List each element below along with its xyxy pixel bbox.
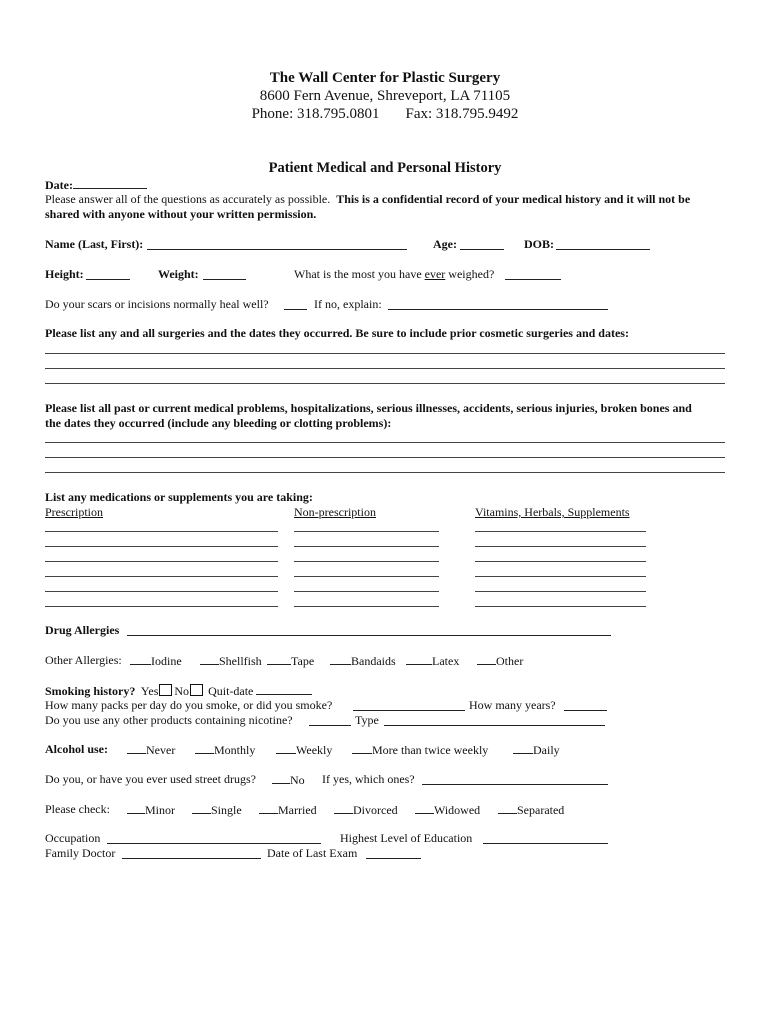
doctor-label: Family Doctor xyxy=(45,846,116,860)
years-field[interactable] xyxy=(564,699,607,711)
alcohol-more-label: More than twice weekly xyxy=(372,743,489,757)
allergy-tape-label: Tape xyxy=(291,654,315,668)
weight-field[interactable] xyxy=(203,268,246,280)
form-title: Patient Medical and Personal History xyxy=(268,160,502,176)
check-widowed-option[interactable] xyxy=(415,802,480,817)
clinic-phone: Phone: 318.795.0801 xyxy=(251,106,380,122)
check-married-label: Married xyxy=(278,803,317,817)
check-widowed-label: Widowed xyxy=(434,803,481,817)
quit-date-field[interactable] xyxy=(256,683,312,695)
age-label: Age: xyxy=(433,237,457,251)
packs-field[interactable] xyxy=(353,699,465,711)
check-single-option[interactable] xyxy=(192,802,242,817)
medical-line-3[interactable] xyxy=(45,472,725,473)
allergy-bandaids-label: Bandaids xyxy=(351,654,396,668)
prescription-line[interactable] xyxy=(45,591,278,592)
vitamins-line[interactable] xyxy=(475,546,646,547)
vitamins-line[interactable] xyxy=(475,561,646,562)
last-exam-field[interactable] xyxy=(366,847,421,859)
most-weighed-post: weighed? xyxy=(445,267,495,281)
nonprescription-line[interactable] xyxy=(294,606,439,607)
clinic-address: 8600 Fern Avenue, Shreveport, LA 71105 xyxy=(259,88,511,104)
vitamins-line[interactable] xyxy=(475,576,646,577)
dob-field[interactable] xyxy=(556,238,650,250)
intro-plain: Please answer all of the questions as accurately as possible. xyxy=(45,192,331,206)
smoking-label: Smoking history? xyxy=(45,684,136,698)
check-married-option[interactable] xyxy=(259,802,317,817)
alcohol-daily-label: Daily xyxy=(533,743,560,757)
dob-label: DOB: xyxy=(524,237,554,251)
drugs-no-option[interactable] xyxy=(272,772,305,787)
meds-column-vitamins: Vitamins, Herbals, Supplements xyxy=(475,505,630,519)
prescription-line[interactable] xyxy=(45,531,278,532)
nicotine-type-label: Type xyxy=(355,713,379,727)
check-minor-label: Minor xyxy=(145,803,175,817)
drug-allergies-label: Drug Allergies xyxy=(45,623,120,637)
clinic-fax: Fax: 318.795.9492 xyxy=(405,106,519,122)
check-separated-label: Separated xyxy=(517,803,565,817)
most-weighed-field[interactable] xyxy=(505,268,561,280)
heal-if-no-label: If no, explain: xyxy=(314,297,382,311)
meds-column-prescription: Prescription xyxy=(45,505,103,519)
education-field[interactable] xyxy=(483,832,608,844)
alcohol-monthly-label: Monthly xyxy=(214,743,256,757)
allergy-iodine-label: Iodine xyxy=(151,654,182,668)
occupation-field[interactable] xyxy=(107,832,321,844)
surgeries-line-1[interactable] xyxy=(45,353,725,354)
doctor-field[interactable] xyxy=(122,847,261,859)
smoking-row xyxy=(45,683,312,698)
heal-question: Do your scars or incisions normally heal well? xyxy=(45,297,269,311)
date-row xyxy=(45,177,147,192)
smoking-no-checkbox[interactable] xyxy=(190,684,203,696)
name-label: Name (Last, First): xyxy=(45,237,144,251)
allergy-other-option[interactable] xyxy=(477,653,523,668)
check-divorced-label: Divorced xyxy=(353,803,398,817)
check-divorced-option[interactable] xyxy=(334,802,398,817)
surgeries-question: Please list any and all surgeries and the dates they occurred. Be sure to include prior cosmetic surgeries and dates: xyxy=(45,326,629,340)
alcohol-never-label: Never xyxy=(146,743,176,757)
clinic-name: The Wall Center for Plastic Surgery xyxy=(269,70,501,86)
most-weighed-pre: What is the most you have xyxy=(294,267,425,281)
allergy-latex-label: Latex xyxy=(432,654,460,668)
last-exam-label: Date of Last Exam xyxy=(267,846,358,860)
most-weighed-ever: ever xyxy=(424,267,446,281)
heal-answer-field[interactable] xyxy=(284,298,307,310)
nonprescription-line[interactable] xyxy=(294,561,439,562)
allergy-latex-option[interactable] xyxy=(406,653,459,668)
years-question: How many years? xyxy=(469,698,556,712)
alcohol-label: Alcohol use: xyxy=(45,742,108,756)
prescription-line[interactable] xyxy=(45,576,278,577)
nonprescription-line[interactable] xyxy=(294,531,439,532)
medical-line-1[interactable] xyxy=(45,442,725,443)
drugs-question: Do you, or have you ever used street drugs? xyxy=(45,772,256,786)
vitamins-line[interactable] xyxy=(475,606,646,607)
vitamins-line[interactable] xyxy=(475,591,646,592)
drugs-no-label: No xyxy=(290,773,305,787)
height-field[interactable] xyxy=(86,268,130,280)
allergy-bandaids-option[interactable] xyxy=(330,653,396,668)
check-single-label: Single xyxy=(211,803,242,817)
medical-question-2: the dates they occurred (include any bleeding or clotting problems): xyxy=(45,416,392,430)
check-label: Please check: xyxy=(45,802,110,816)
prescription-line[interactable] xyxy=(45,546,278,547)
nonprescription-line[interactable] xyxy=(294,546,439,547)
smoking-no-label: No xyxy=(174,684,190,698)
other-allergies-label: Other Allergies: xyxy=(45,653,122,667)
allergy-shellfish-label: Shellfish xyxy=(219,654,262,668)
alcohol-more-option[interactable] xyxy=(352,742,488,757)
height-label: Height: xyxy=(45,267,84,281)
alcohol-daily-option[interactable] xyxy=(513,742,560,757)
alcohol-monthly-option[interactable] xyxy=(195,742,255,757)
intro-line-1 xyxy=(45,192,690,206)
check-minor-option[interactable] xyxy=(127,802,175,817)
medical-question-1: Please list all past or current medical problems, hospitalizations, serious illnesses, accidents, serious injuries, broken bones and xyxy=(45,401,692,415)
heal-explain-field[interactable] xyxy=(388,298,608,310)
drug-allergies-field[interactable] xyxy=(127,624,611,636)
smoking-yes-checkbox[interactable] xyxy=(159,684,172,696)
smoking-yes-label: Yes xyxy=(140,684,159,698)
vitamins-line[interactable] xyxy=(475,531,646,532)
weight-label: Weight: xyxy=(158,267,199,281)
education-label: Highest Level of Education xyxy=(340,831,473,845)
occupation-label: Occupation xyxy=(45,831,101,845)
nonprescription-line[interactable] xyxy=(294,576,439,577)
date-field[interactable] xyxy=(73,177,147,189)
allergy-shellfish-option[interactable] xyxy=(200,653,262,668)
nicotine-type-field[interactable] xyxy=(384,714,605,726)
date-label: Date: xyxy=(45,178,73,192)
nonprescription-line[interactable] xyxy=(294,591,439,592)
allergy-iodine-option[interactable] xyxy=(130,653,182,668)
quit-date-label: Quit-date xyxy=(208,684,254,698)
nicotine-field[interactable] xyxy=(309,714,351,726)
intro-bold-2: shared with anyone without your written permission. xyxy=(45,207,317,221)
alcohol-weekly-option[interactable] xyxy=(276,742,332,757)
allergy-tape-option[interactable] xyxy=(267,653,314,668)
clinic-contact xyxy=(0,106,770,123)
alcohol-weekly-label: Weekly xyxy=(296,743,333,757)
drugs-which-label: If yes, which ones? xyxy=(322,772,415,786)
packs-question: How many packs per day do you smoke, or did you smoke? xyxy=(45,698,333,712)
intro-bold-1: This is a confidential record of your medical history and it will not be xyxy=(336,192,691,206)
name-field[interactable] xyxy=(147,238,407,250)
prescription-line[interactable] xyxy=(45,561,278,562)
medical-line-2[interactable] xyxy=(45,457,725,458)
medications-question: List any medications or supplements you are taking: xyxy=(45,490,313,504)
allergy-other-label: Other xyxy=(496,654,524,668)
surgeries-line-2[interactable] xyxy=(45,368,725,369)
age-field[interactable] xyxy=(460,238,504,250)
drugs-which-field[interactable] xyxy=(422,773,608,785)
nicotine-question: Do you use any other products containing nicotine? xyxy=(45,713,293,727)
check-separated-option[interactable] xyxy=(498,802,564,817)
meds-column-nonprescription: Non-prescription xyxy=(294,505,376,519)
most-weighed-label xyxy=(294,267,494,281)
prescription-line[interactable] xyxy=(45,606,278,607)
surgeries-line-3[interactable] xyxy=(45,383,725,384)
alcohol-never-option[interactable] xyxy=(127,742,175,757)
